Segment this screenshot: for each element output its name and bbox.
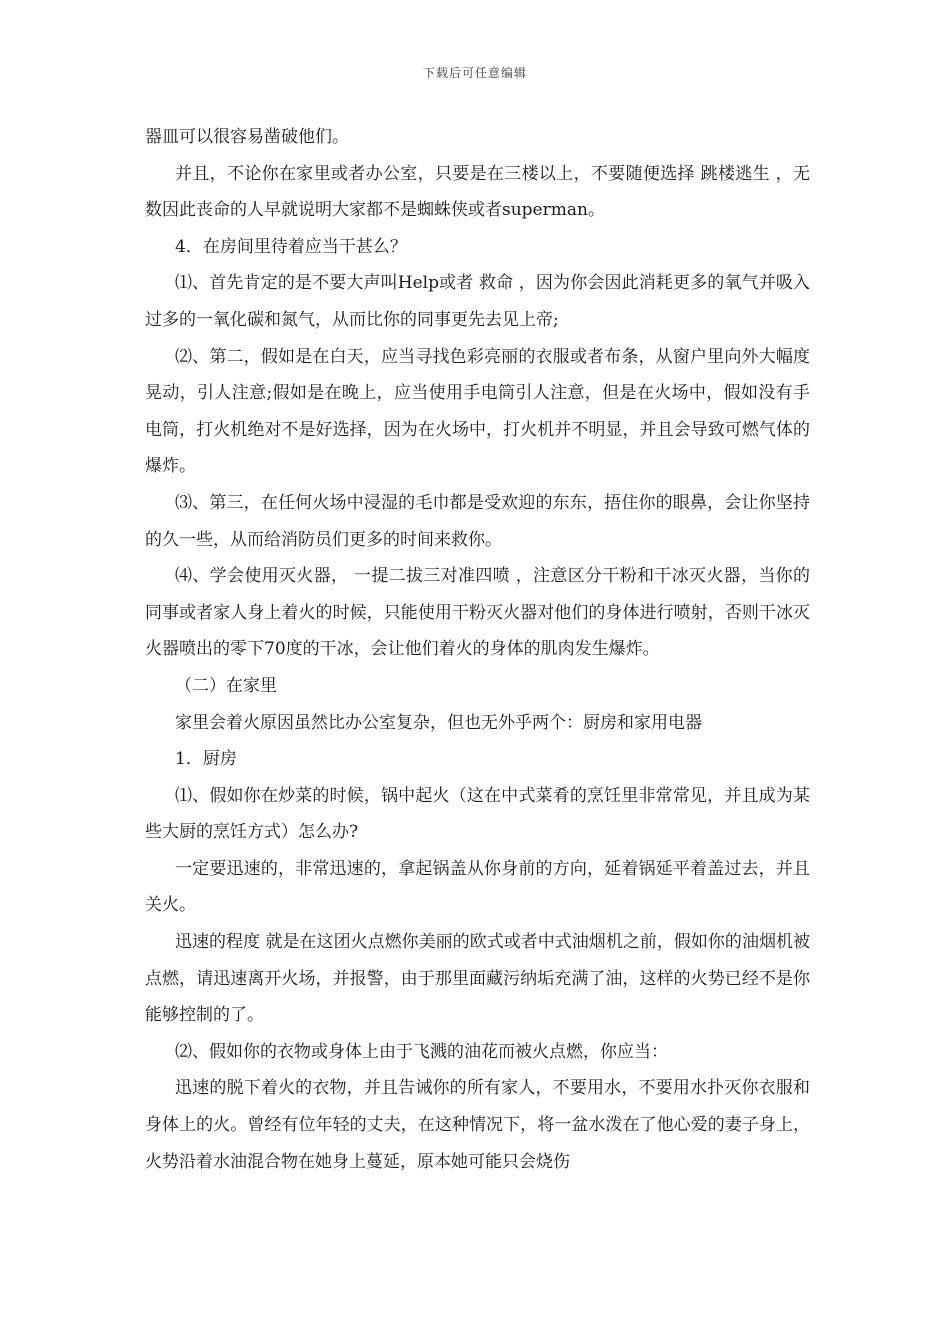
paragraph: 家里会着火原因虽然比办公室复杂，但也无外乎两个：厨房和家用电器 xyxy=(175,712,702,733)
paragraph: 并且，不论你在家里或者办公室，只要是在三楼以上，不要随便选择 跳楼逃生 ，无数因此丧命的人早就说明大家都不是蜘蛛侠或者superman。 xyxy=(145,163,810,221)
page-header: 下载后可任意编辑 xyxy=(422,66,527,80)
section-heading: 4．在房间里待着应当干甚么？ xyxy=(175,236,407,257)
paragraph: 迅速的脱下着火的衣物，并且告诫你的所有家人，不要用水，不要用水扑灭你衣服和身体上的火。曾经有位年轻的丈夫，在这种情况下，将一盆水泼在了他心爱的妻子身上，火势沿着水油混合物在她身上蔓延，原本她可能只会烧伤 xyxy=(145,1078,810,1172)
paragraph: ⑶、第三，在任何火场中浸湿的毛巾都是受欢迎的东东，捂住你的眼鼻，会让你坚持的久一些，从而给消防员们更多的时间来救你。 xyxy=(145,492,810,550)
paragraph: ⑷、学会使用灭火器， 一提二拔三对准四喷 ，注意区分干粉和干冰灭火器，当你的同事或者家人身上着火的时候，只能使用干粉灭火器对他们的身体进行喷射，否则干冰灭火器喷出的零下70度的干冰，会让他们着火的身体的肌肉发生爆炸。 xyxy=(145,566,810,660)
paragraph: ⑵、假如你的衣物或身体上由于飞溅的油花而被火点燃，你应当： xyxy=(175,1041,668,1062)
section-heading: （二）在家里 xyxy=(175,675,277,696)
paragraph: ⑴、假如你在炒菜的时候，锅中起火（这在中式菜肴的烹饪里非常常见，并且成为某些大厨的烹饪方式）怎么办? xyxy=(145,785,810,843)
paragraph: 迅速的程度 就是在这团火点燃你美丽的欧式或者中式油烟机之前，假如你的油烟机被点燃，请迅速离开火场，并报警，由于那里面藏污纳垢充满了油，这样的火势已经不是你能够控制的了。 xyxy=(145,932,810,1026)
paragraph: ⑵、第二，假如是在白天，应当寻找色彩亮丽的衣服或者布条，从窗户里向外大幅度晃动，引人注意;假如是在晚上，应当使用手电筒引人注意，但是在火场中，假如没有手电筒，打火机绝对不是好选择，因为在火场中，打火机并不明显，并且会导致可燃气体的爆炸。 xyxy=(145,346,810,477)
paragraph: 器皿可以很容易凿破他们。 xyxy=(145,127,349,147)
paragraph: ⑴、首先肯定的是不要大声叫Help或者 救命 ，因为你会因此消耗更多的氧气并吸入过多的一氧化碳和氮气，从而比你的同事更先去见上帝; xyxy=(145,273,810,330)
section-heading: 1．厨房 xyxy=(175,749,237,770)
document-body xyxy=(145,119,810,1180)
paragraph: 一定要迅速的，非常迅速的，拿起锅盖从你身前的方向，延着锅延平着盖过去，并且关火。 xyxy=(145,858,810,916)
